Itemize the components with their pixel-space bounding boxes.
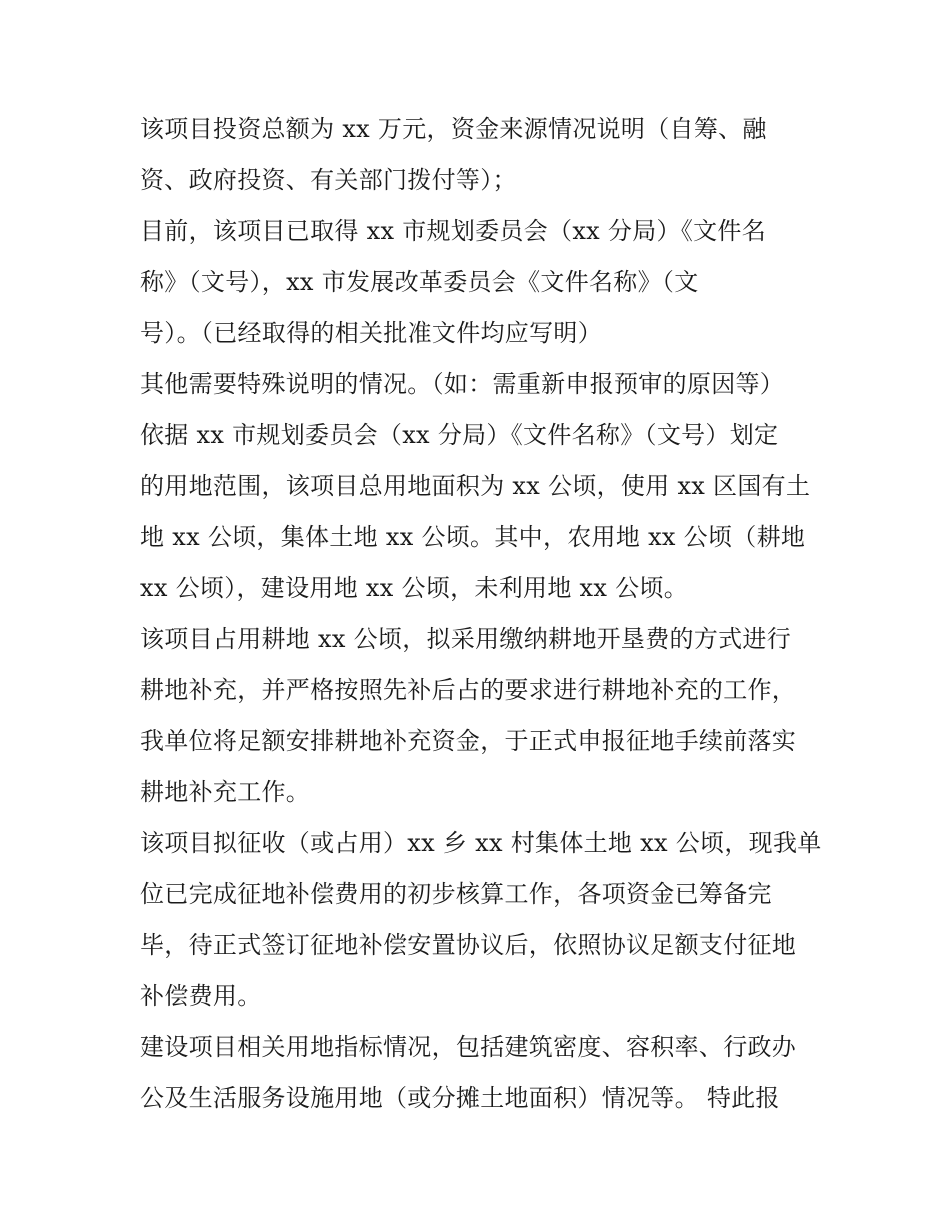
- text-line: 的用地范围，该项目总用地面积为 xx 公顷，使用 xx 区国有土: [140, 472, 811, 500]
- text-line: 耕地补充，并严格按照先补后占的要求进行耕地补充的工作，: [140, 676, 797, 704]
- text-line: 毕，待正式签订征地补偿安置协议后，依照协议足额支付征地: [140, 931, 797, 959]
- text-line: 号）。（已经取得的相关批准文件均应写明）: [140, 319, 602, 347]
- text-line: 耕地补充工作。: [140, 778, 311, 806]
- text-line: 目前，该项目已取得 xx 市规划委员会（xx 分局）《文件名: [140, 217, 767, 245]
- text-line: 其他需要特殊说明的情况。（如：需重新申报预审的原因等）: [140, 370, 785, 398]
- text-line: 该项目投资总额为 xx 万元，资金来源情况说明（自筹、融: [140, 115, 767, 143]
- text-line: 称》（文号），xx 市发展改革委员会《文件名称》（文: [140, 268, 699, 296]
- text-line: 依据 xx 市规划委员会（xx 分局）《文件名称》（文号）划定: [140, 421, 779, 449]
- text-line: 资、政府投资、有关部门拨付等）；: [140, 166, 517, 194]
- text-line: 地 xx 公顷，集体土地 xx 公顷。其中，农用地 xx 公顷（耕地: [140, 523, 806, 551]
- document-body: [140, 104, 820, 1124]
- text-line: 位已完成征地补偿费用的初步核算工作，各项资金已筹备完: [140, 880, 772, 908]
- text-line: 公及生活服务设施用地（或分摊土地面积）情况等。 特此报: [140, 1084, 780, 1112]
- text-line: 补偿费用。: [140, 982, 262, 1010]
- text-line: 我单位将足额安排耕地补充资金，于正式申报征地手续前落实: [140, 727, 797, 755]
- text-line: xx 公顷），建设用地 xx 公顷，未利用地 xx 公顷。: [140, 574, 689, 602]
- text-line: 该项目占用耕地 xx 公顷，拟采用缴纳耕地开垦费的方式进行: [140, 625, 792, 653]
- text-line: 该项目拟征收（或占用）xx 乡 xx 村集体土地 xx 公顷，现我单: [140, 829, 822, 857]
- text-line: 建设项目相关用地指标情况，包括建筑密度、容积率、行政办: [140, 1033, 797, 1061]
